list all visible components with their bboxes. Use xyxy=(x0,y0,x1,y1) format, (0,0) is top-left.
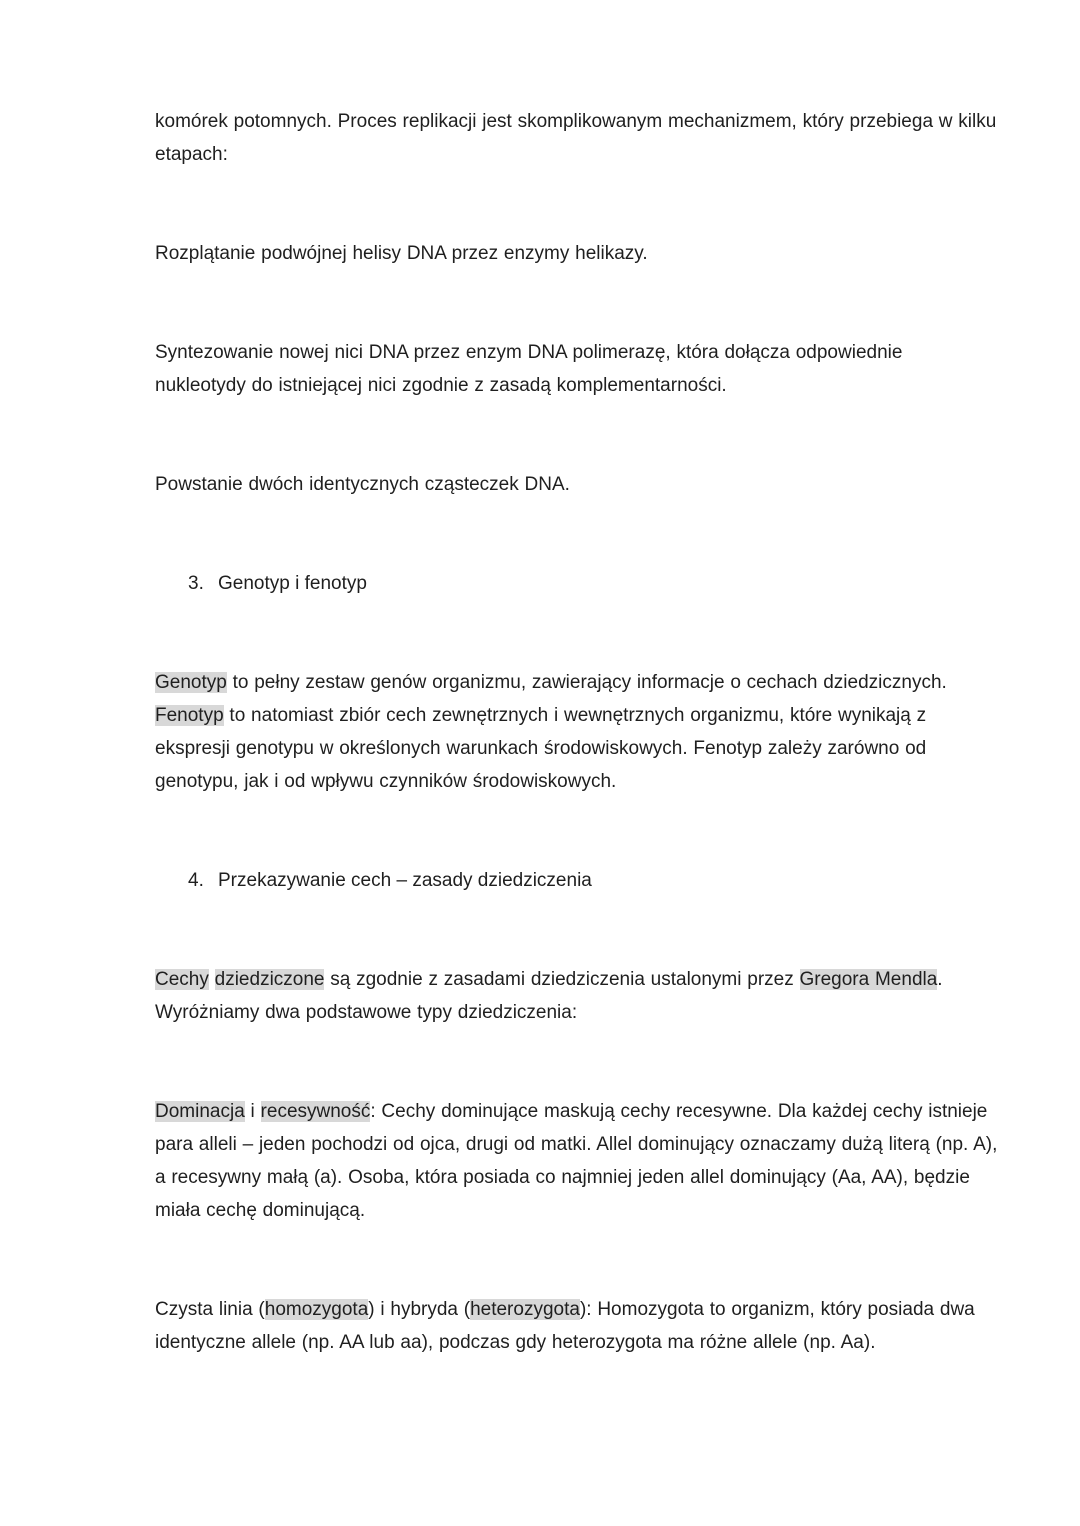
highlighted-text: Fenotyp xyxy=(155,705,224,726)
highlighted-text: Genotyp xyxy=(155,672,227,693)
text-run: i xyxy=(244,1101,261,1122)
highlighted-text: heterozygota xyxy=(470,1299,580,1320)
text-run: ) i hybryda ( xyxy=(368,1299,471,1320)
highlighted-text: homozygota xyxy=(264,1299,369,1320)
text-run: Powstanie dwóch identycznych cząsteczek DNA. xyxy=(155,474,570,495)
text-run: to natomiast zbiór cech zewnętrznych i wewnętrznych organizmu, które wynikają z ekspresji genotypu w określonych warunkach środowiskowych. Fenotyp zależy zarówno od genotypu, jak i od wpływu czynników środowiskowych. xyxy=(155,705,927,792)
text-run: Czysta linia ( xyxy=(155,1299,265,1320)
paragraph-zygosity xyxy=(155,1293,998,1359)
text-run: ): Homozygota to organizm, który posiada dwa identyczne allele (np. AA lub aa), podczas gdy heterozygota ma różne allele (np. Aa). xyxy=(155,1299,975,1353)
paragraph-step-unwinding xyxy=(155,237,998,270)
list-number: 4. xyxy=(188,870,204,891)
heading-label: Przekazywanie cech – zasady dziedziczenia xyxy=(218,870,592,891)
paragraph-step-result xyxy=(155,468,998,501)
heading-label: Genotyp i fenotyp xyxy=(218,573,367,594)
text-run: to pełny zestaw genów organizmu, zawierający informacje o cechach dziedzicznych. xyxy=(226,672,947,693)
text-run: komórek potomnych. Proces replikacji jest skomplikowanym mechanizmem, który przebiega w kilku etapach: xyxy=(155,111,997,165)
highlighted-text: recesywność xyxy=(260,1101,371,1122)
highlighted-text: Dominacja xyxy=(155,1101,245,1122)
paragraph-inheritance-intro xyxy=(155,963,998,1029)
paragraph-intro xyxy=(155,105,998,171)
paragraph-step-synthesis xyxy=(155,336,998,402)
highlighted-text: Gregora Mendla xyxy=(799,969,938,990)
numbered-heading-przekazywanie-cech xyxy=(155,864,998,897)
text-run: Rozplątanie podwójnej helisy DNA przez enzymy helikazy. xyxy=(155,243,648,264)
text-run: : Cechy dominujące maskują cechy recesywne. Dla każdej cechy istnieje para alleli – jeden pochodzi od ojca, drugi od matki. Allel dominujący oznaczamy dużą literą (np. A), a recesywny małą (a). Osoba, która posiada co najmniej jeden allel dominujący (Aa, AA), będzie miała cechę dominującą. xyxy=(155,1101,998,1221)
paragraph-genotype-phenotype xyxy=(155,666,998,798)
highlighted-text: dziedziczone xyxy=(214,969,325,990)
text-run: . Wyróżniamy dwa podstawowe typy dziedziczenia: xyxy=(155,969,943,1023)
text-run: są zgodnie z zasadami dziedziczenia ustalonymi przez xyxy=(324,969,800,990)
list-number: 3. xyxy=(188,573,204,594)
text-run xyxy=(209,969,215,990)
text-run: Syntezowanie nowej nici DNA przez enzym DNA polimerazę, która dołącza odpowiednie nukleotydy do istniejącej nici zgodnie z zasadą komplementarności. xyxy=(155,342,903,396)
numbered-heading-genotyp-i-fenotyp xyxy=(155,567,998,600)
paragraph-dominance xyxy=(155,1095,998,1227)
highlighted-text: Cechy xyxy=(155,969,209,990)
